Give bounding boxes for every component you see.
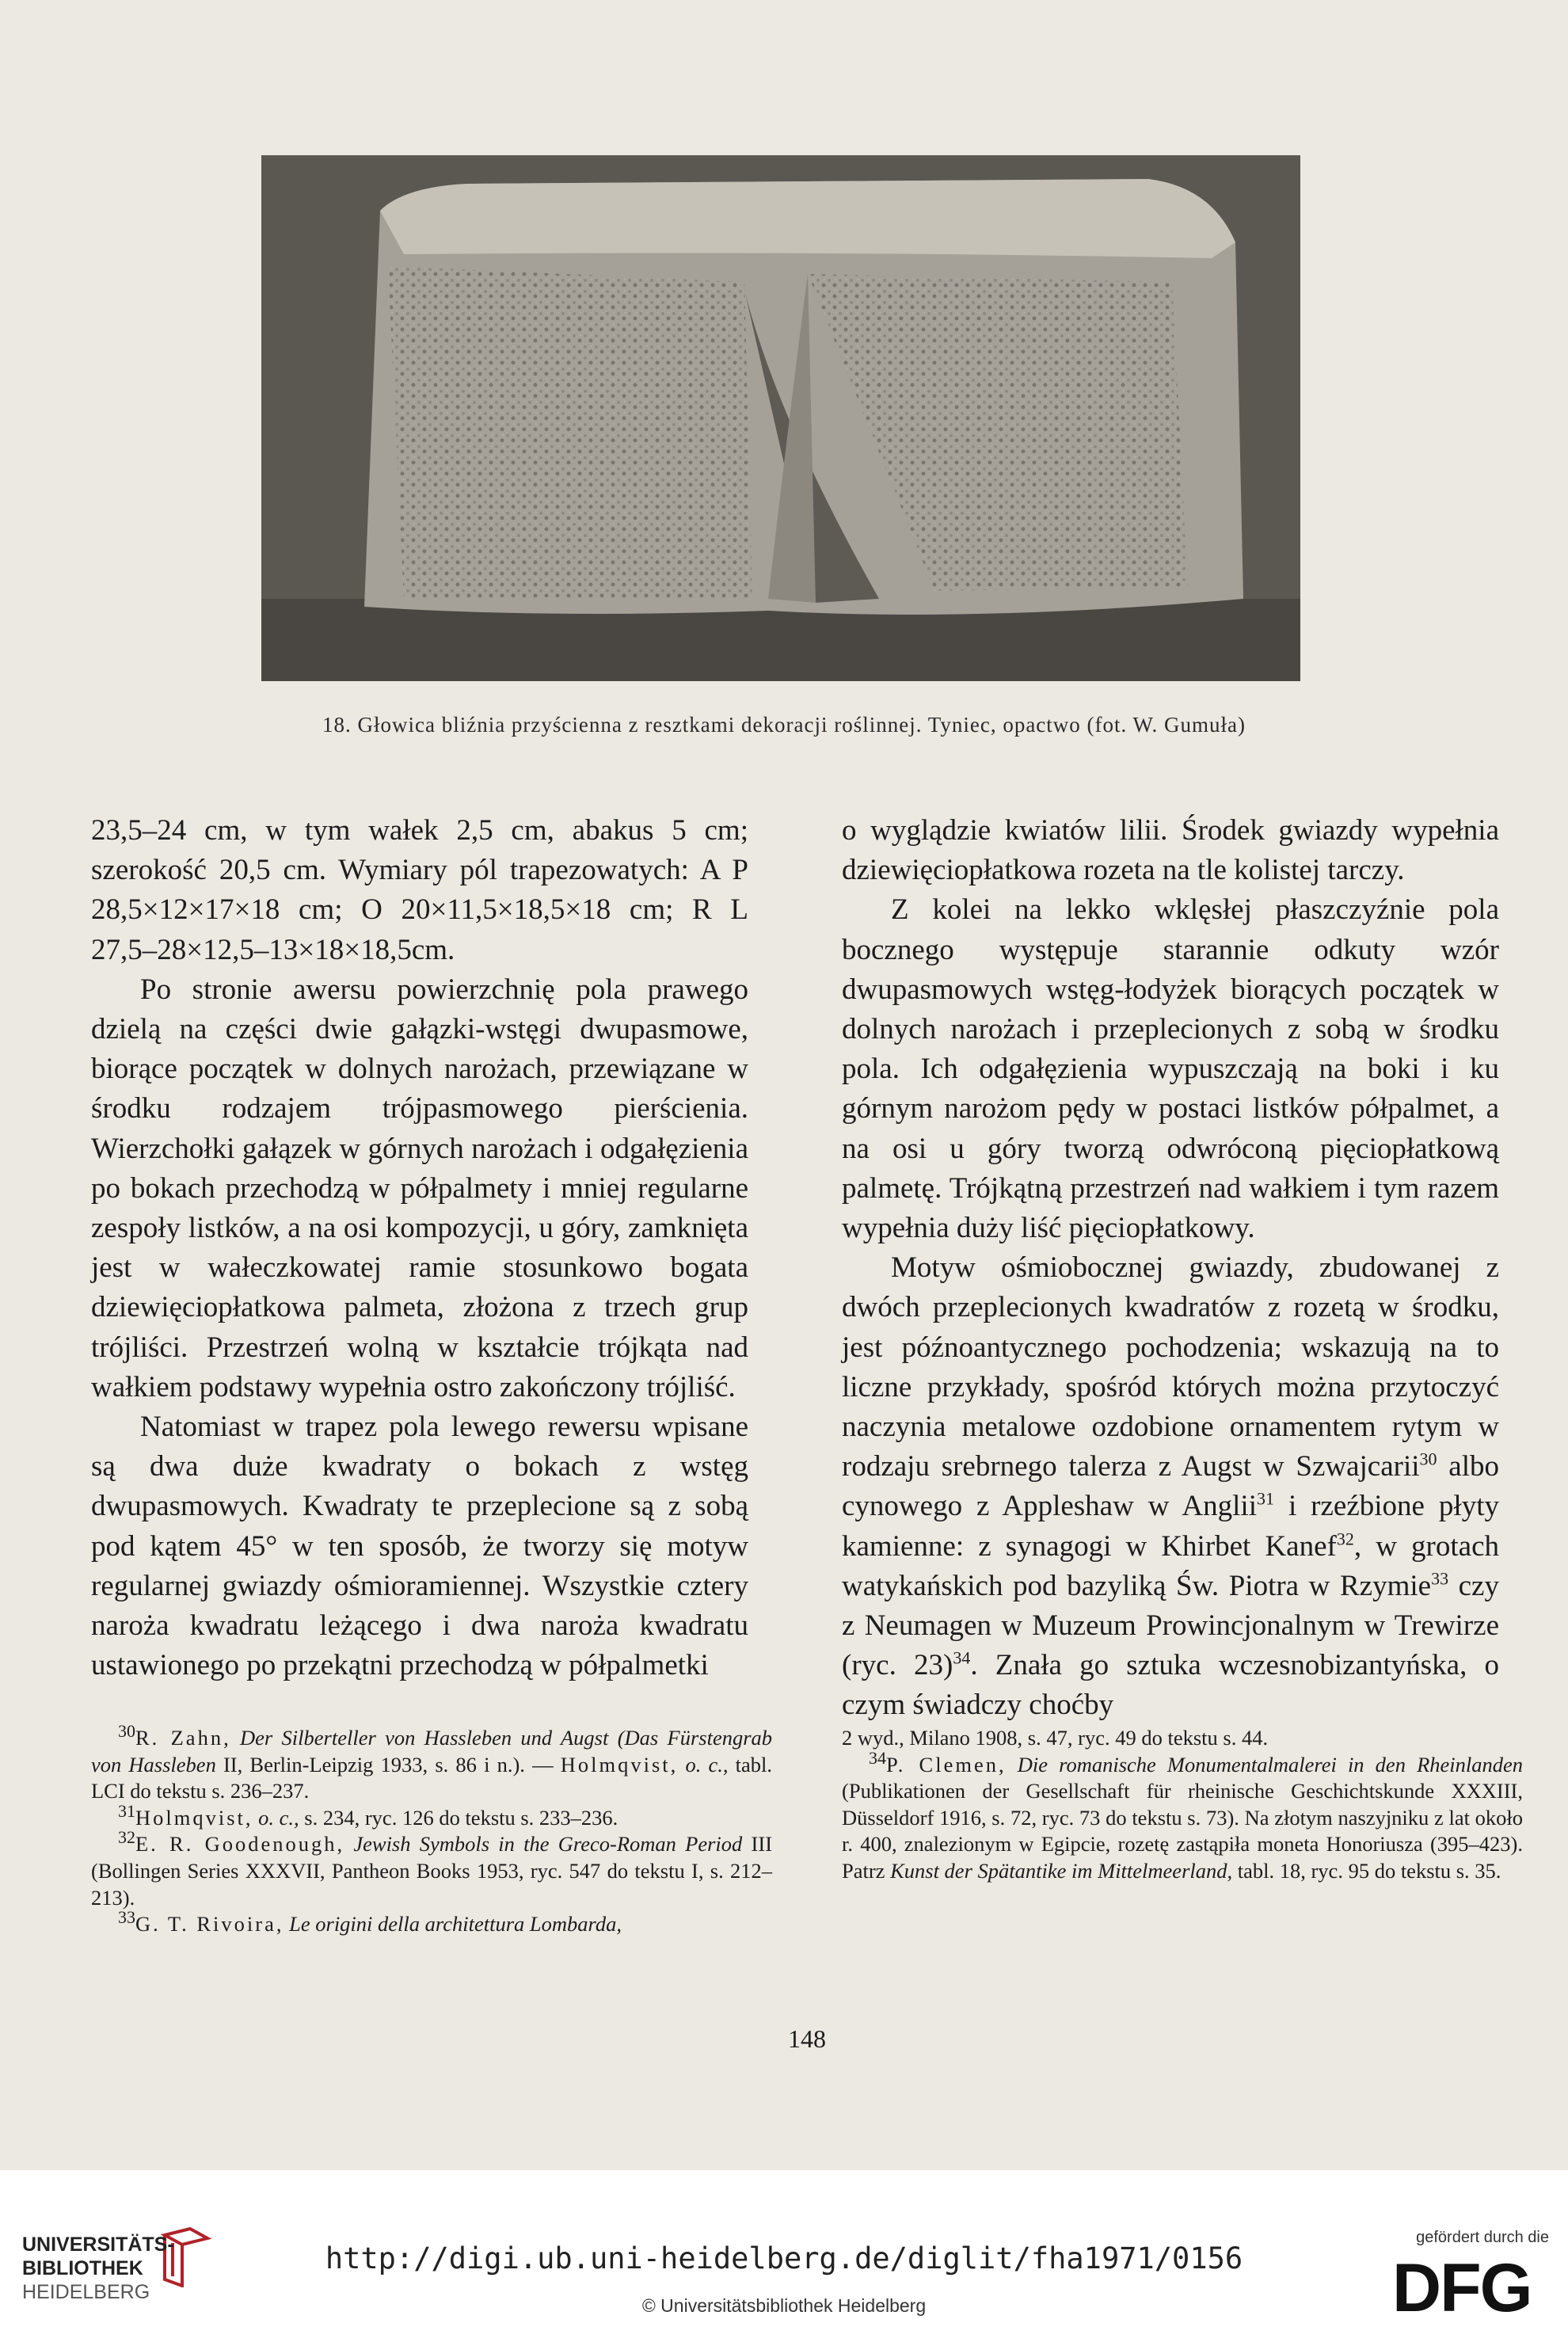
footnotes-left [91,1721,773,1938]
footnote-number: 34 [869,1747,886,1768]
paragraph: Po stronie awersu powierzchnię pola prawego dzielą na części dwie gałązki-wstęgi dwupasmowe, biorące początek w dolnych narożach, przewiązane w środku rodzajem trójpasmowego pierścienia. Wierzchołki gałązek w górnych narożach i odgałęzienia po bokach przechodzą w półpalmety i mniej regularne zespoły listków, a na osi kompozycji, u góry, zamknięta jest w wałeczkowatej ramie stosunkowo bogata dziewięciopłatkowa palmeta, złożona z trzech grup trójliści. Przestrzeń wolną w kształcie trójkąta nad wałkiem podstawy wypełnia ostro zakończony trójliść. [91,973,748,1403]
dfg-logo: DFG [1392,2250,1532,2326]
text-run: czy z Neumagen w Muzeum Prowincjonalnym w Trewirze (ryc. 23) [842,1569,1499,1682]
footnote-31 [91,1800,772,1832]
funding-label: gefördert durch die [1416,2229,1549,2246]
footnote-abbrev: o. c., [685,1752,729,1776]
copyright-notice: © Universitätsbibliothek Heidelberg [641,2295,927,2316]
footnote-ref: 34 [953,1647,971,1668]
footnote-ref: 30 [1419,1449,1437,1469]
footnote-author: Holmqvist, [560,1752,679,1776]
footnote-33-continued: 2 wyd., Milano 1908, s. 47, ryc. 49 do tekstu s. 44. [842,1726,1269,1750]
footnote-ref: 33 [1431,1568,1449,1589]
library-name-line2: BIBLIOTHEK [22,2257,143,2279]
library-name-line1: UNIVERSITÄTS- [22,2233,174,2256]
footnote-number: 30 [118,1721,135,1742]
paragraph: o wyglądzie kwiatów lilii. Środek gwiazdy wypełnia dziewięciopłatkowa rozeta na tle kolistej tarczy. [842,814,1499,887]
footnote-author: E. R. Goodenough, [135,1832,345,1856]
text-run: i rzeźbione płyty kamienne: z synagogi w Khirbet Kanef [842,1490,1499,1563]
library-name-line3: HEIDELBERG [22,2281,150,2303]
capital-stone-image [261,155,1300,681]
footnote-text: s. 234, ryc. 126 do tekstu s. 233–236. [299,1805,618,1830]
paragraph: Natomiast w trapez pola lewego rewersu wpisane są dwa duże kwadraty o bokach z wstęg dwupasmowych. Kwadraty te przeplecione są z sobą pod kątem 45° w ten sposób, że tworzy się motyw regularnej gwiazdy ośmioramiennej. Wszystkie cztery naroża kwadratu leżącego i dwa naroża kwadratu ustawionego po przekątni przechodzą w półpalmetki [91,1411,748,1682]
capital-photograph [261,155,1300,681]
footnote-author: R. Zahn, [135,1726,231,1750]
paragraph: 23,5–24 cm, w tym wałek 2,5 cm, abakus 5 cm; szerokość 20,5 cm. Wymiary pól trapezowatych: A P 28,5×12×17×18 cm; O 20×11,5×18,5×18 cm; R L 27,5–28×12,5–13×18×18,5cm. [91,814,748,966]
text-run: . Znała go sztuka wczesnobizantyńska, o czym świadczy choćby [842,1649,1499,1722]
footnote-author: G. T. Rivoira, [135,1912,284,1936]
footnote-number: 33 [118,1907,135,1928]
footnote-text: III (Bollingen Series XXXVII, Pantheon Books 1953, ryc. 547 do tekstu I, s. 212–213). [91,1832,773,1910]
footnote-ref: 32 [1336,1529,1354,1549]
footnote-text: II, Berlin-Leipzig 1933, s. 86 i n.). — [215,1752,554,1776]
footnote-title: Le origini della architettura Lombarda, [289,1912,622,1936]
footnote-title: Die romanische Monumentalmalerei in den Rheinlanden [1017,1752,1524,1776]
text-column-left [91,811,748,1685]
footnote-text: tabl. 18, ryc. 95 do tekstu s. 35. [1232,1858,1501,1883]
footnote-32 [91,1827,773,1911]
footnote-title: (Das Fürstengrab von Hassleben [91,1726,773,1776]
footnote-author: P. Clemen, [886,1752,1007,1776]
permalink-url[interactable]: http://digi.ub.uni-heidelberg.de/diglit/fha1971/0156 [325,2241,1243,2275]
footnote-title: Jewish Symbols in the Greco-Roman Period [353,1832,743,1856]
paragraph: Z kolei na lekko wklęsłej płaszczyźnie pola bocznego występuje starannie odkuty wzór dwupasmowych wstęg-łodyżek biorących początek w dolnych narożach i przeplecionych z sobą w środku pola. Ich odgałęzienia wypuszczają na boki i ku górnym narożom pędy w postaci listków półpalmet, a na osi u góry tworzą odwróconą pięciopłatkową palmetę. Trójkątną przestrzeń nad wałkiem i tym razem wypełnia duży liść pięciopłatkowy. [842,893,1499,1245]
footnote-number: 31 [118,1800,135,1821]
text-run: albo cynowego z Appleshaw w Anglii [842,1450,1499,1523]
figure-caption: 18. Głowica bliźnia przyścienna z resztkami dekoracji roślinnej. Tyniec, opactwo (fot. W. Gumuła) [322,713,1246,737]
page-number: 148 [788,2024,826,2053]
text-column-right [842,811,1499,1726]
footnote-author: Holmqvist, [135,1805,253,1830]
footnote-text: (Publikationen der Gesellschaft für rheinische Geschichtskunde XXXIII, Düsseldorf 1916, s. 72, ryc. 73 do tekstu s. 73). Na złotym naszyjniku z lat około r. 400, znalezionym w Egipcie, rozetę zastąpiła moneta Honoriusza (395–423). Patrz [842,1779,1523,1883]
footnote-30 [91,1721,773,1805]
footnote-title: Der Silberteller von Hassleben und Augst [240,1726,609,1750]
footnote-ref: 31 [1256,1489,1274,1510]
text-run: , w grotach watykańskich pod bazyliką Św. Piotra w Rzymie [842,1529,1499,1602]
footnote-title: Kunst der Spätantike im Mittelmeerland, [885,1858,1233,1883]
paragraph [842,1248,1499,1725]
footnotes-right [842,1725,1523,1885]
footnote-text: tabl. LCI do tekstu s. 236–237. [91,1752,773,1803]
footnote-abbrev: o. c., [258,1805,299,1830]
footnote-33 [91,1907,772,1938]
footnote-34 [842,1747,1524,1885]
footnote-number: 32 [118,1827,135,1848]
text-run: Motyw ośmiobocznej gwiazdy, zbudowanej z dwóch przeplecionych kwadratów z rozetą w środku, jest późnoantycznego pochodzenia; wskazują na to liczne przykłady, spośród których można przytoczyć naczynia metalowe ozdobione ornamentem rytym w rodzaju srebrnego talerza z Augst w Szwajcarii [842,1251,1499,1483]
